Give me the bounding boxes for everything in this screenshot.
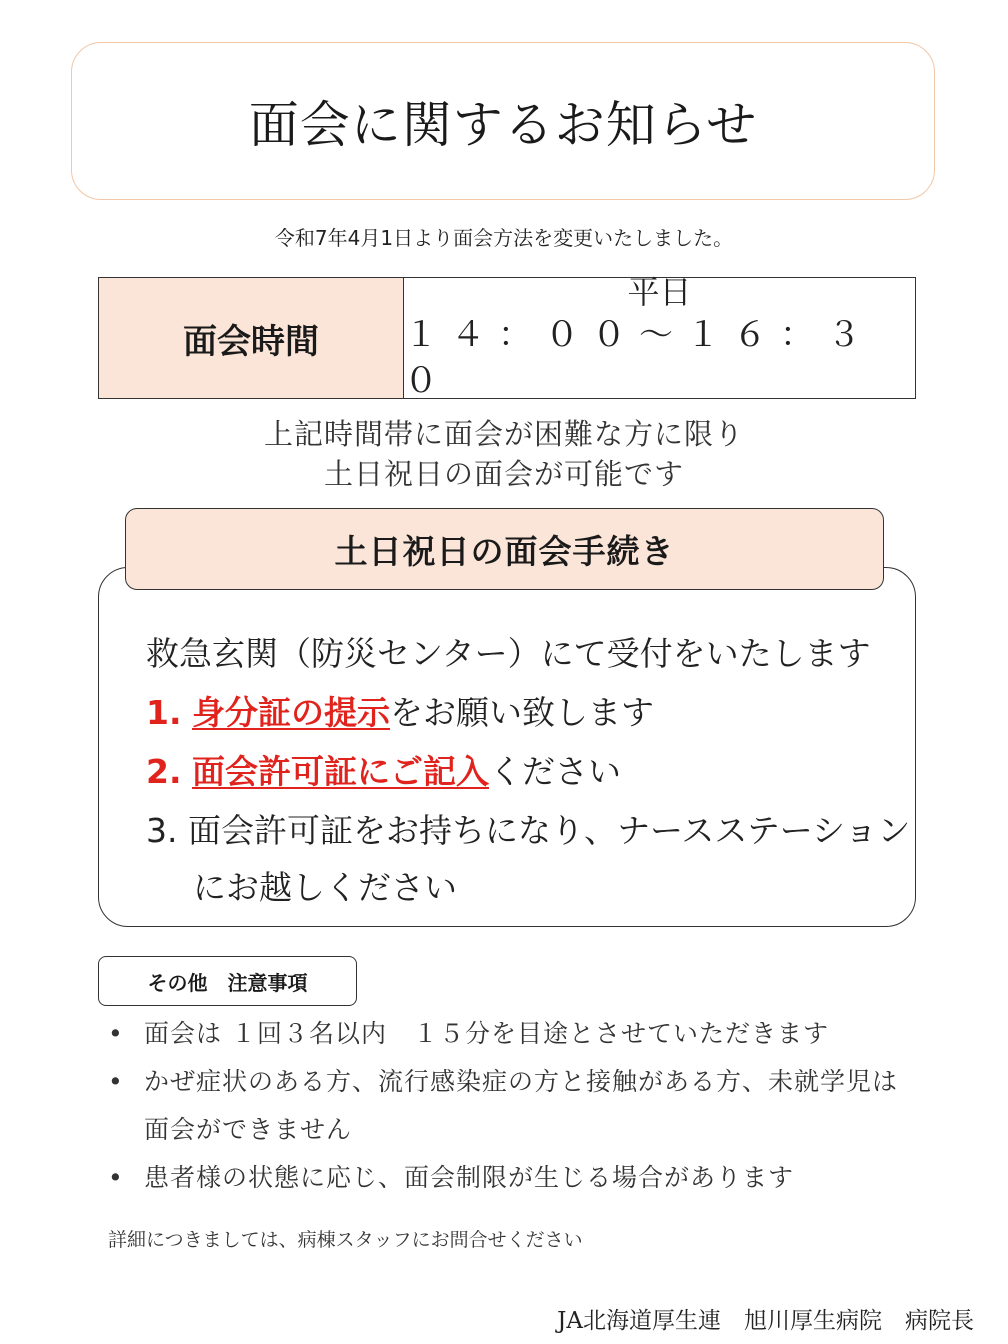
visiting-hours-label: 面会時間 [99, 278, 404, 398]
visiting-hours-table [98, 273, 916, 401]
visiting-hours-time: １４：００～１６：３０ [404, 315, 874, 401]
signature: JA北海道厚生連 旭川厚生病院 病院長 [557, 1308, 974, 1334]
bullet-icon: • [108, 1019, 124, 1048]
detail-note: 詳細につきましては、病棟スタッフにお問合せください [108, 1229, 583, 1251]
step-1-number: 1. [146, 693, 182, 732]
bullet-icon: • [108, 1163, 124, 1192]
bullet-icon: • [108, 1067, 124, 1096]
date-notice: 令和7年4月1日より面会方法を変更いたしました。 [274, 226, 734, 250]
other-notes-label: その他 注意事項 [98, 956, 357, 1006]
list-item [108, 1010, 968, 1058]
step-2-highlight: 面会許可証にご記入 [192, 752, 489, 791]
list-item [108, 1154, 968, 1202]
step-1-rest: をお願い致します [390, 693, 654, 732]
procedure-step-3 [146, 805, 910, 852]
other-notes-list [108, 1010, 968, 1202]
list-item [108, 1058, 968, 1154]
step-2-rest: ください [489, 752, 621, 791]
procedure-step-3-line2: にお越しください [193, 868, 457, 907]
bullet-1-line1: 面会は １回３名以内 １５分を目途とさせていただきます [144, 1019, 829, 1048]
step-2-number: 2. [146, 752, 182, 791]
procedure-intro: 救急玄関（防災センター）にて受付をいたします [146, 634, 871, 673]
visiting-hours-value [404, 273, 915, 401]
procedure-header: 土日祝日の面会手続き [125, 508, 884, 590]
step-1-highlight: 身分証の提示 [192, 693, 390, 732]
step-3-line1: 面会許可証をお持ちになり、ナースステーション [188, 811, 911, 850]
page-title: 面会に関するお知らせ [248, 96, 758, 154]
weekend-note [0, 414, 1008, 494]
step-3-number: 3. [146, 811, 178, 850]
procedure-step-2 [146, 746, 621, 793]
visiting-hours-day: 平日 [627, 273, 692, 311]
bullet-3-line1: 患者様の状態に応じ、面会制限が生じる場合があります [144, 1163, 795, 1192]
bullet-2-line2: 面会ができません [144, 1115, 353, 1144]
weekend-note-line1: 上記時間帯に面会が困難な方に限り [263, 417, 744, 451]
procedure-step-1 [146, 687, 654, 734]
bullet-2-line1: かぜ症状のある方、流行感染症の方と接触がある方、未就学児は [144, 1067, 899, 1096]
weekend-note-line2: 土日祝日の面会が可能です [323, 457, 684, 491]
title-box [71, 42, 935, 200]
